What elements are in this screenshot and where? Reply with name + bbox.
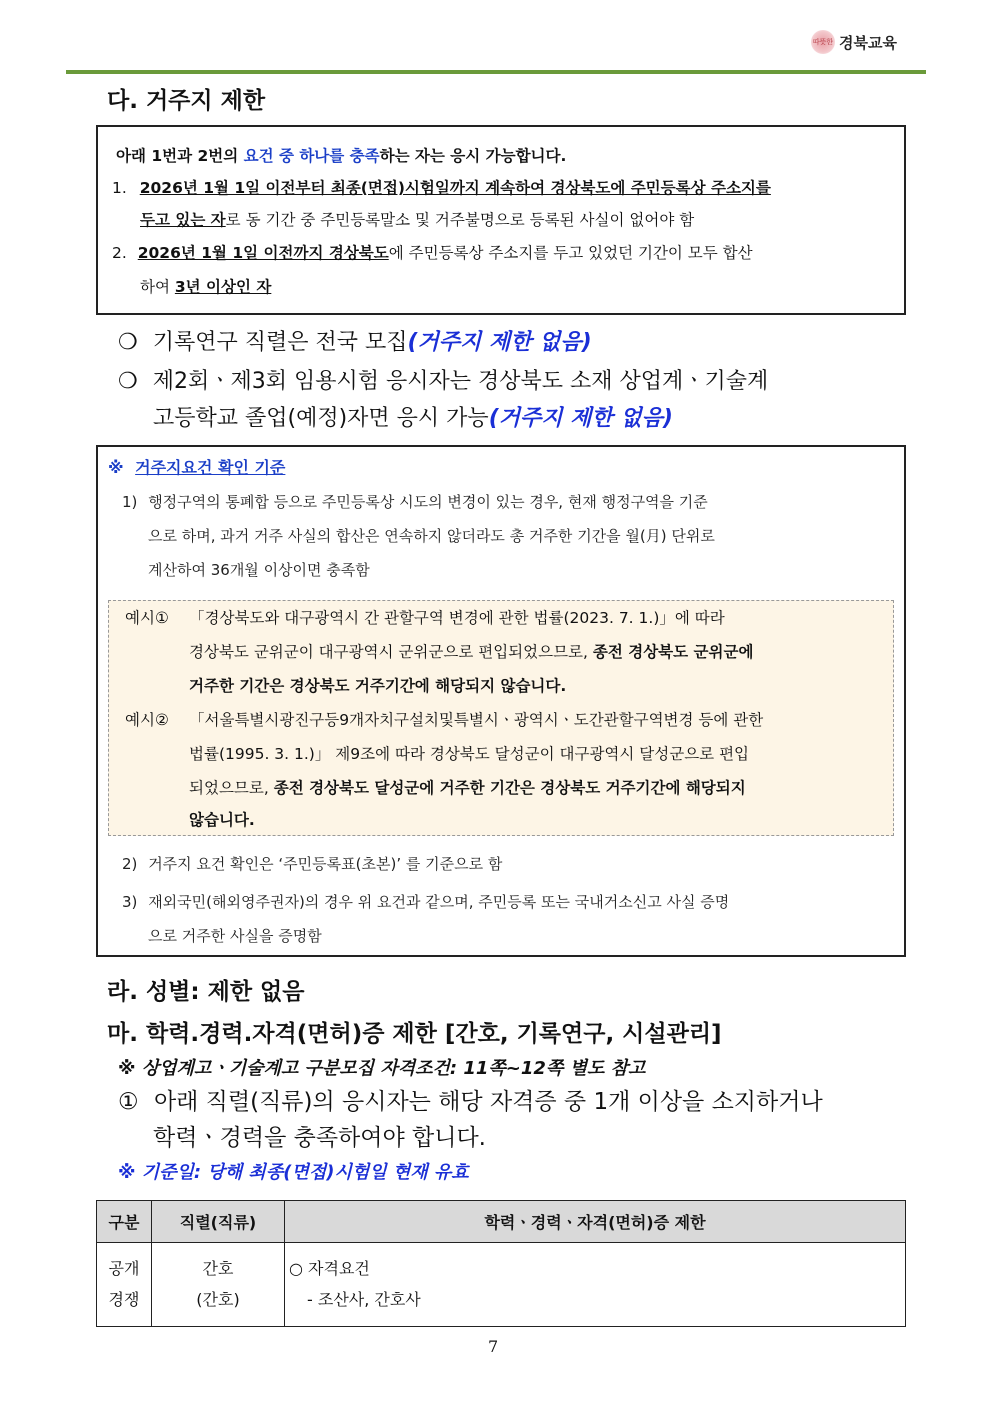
example-2-line4: 않습니다. (189, 811, 255, 829)
bullet-vocational-school-cont: 고등학교 졸업(예정)자면 응시 가능(거주지 제한 없음) (153, 406, 673, 431)
requirement-intro: 아래 1번과 2번의 요건 중 하나를 충족하는 자는 응시 가능합니다. (116, 147, 567, 165)
criteria-item-1: 1) 행정구역의 통폐합 등으로 주민등록상 시도의 변경이 있는 경우, 현재 행정구역을 기준 (122, 493, 708, 511)
note-vocational: ※ 상업계고ㆍ기술계고 구분모집 자격조건: 11쪽~12쪽 별도 참고 (118, 1058, 646, 1079)
criteria-item-2: 2) 거주지 요건 확인은 ‘주민등록표(초본)’ 를 기준으로 함 (122, 855, 503, 873)
bullet-records-research: ❍ 기록연구 직렬은 전국 모집(거주지 제한 없음) (118, 330, 592, 355)
logo (811, 30, 897, 54)
education-item-1-cont: 학력ㆍ경력을 충족하여야 합니다. (153, 1125, 486, 1151)
requirement-item-2: 2. 2026년 1월 1일 이전까지 경상북도에 주민등록상 주소지를 두고 있었던 기간이 모두 합산 (112, 244, 753, 262)
section-title-education: 마. 학력.경력.자격(면허)증 제한 [간호, 기록연구, 시설관리] (107, 1021, 722, 1047)
example-1-line1: 「경상북도와 대구광역시 간 관할구역 변경에 관한 법률(2023. 7. 1.)」에 따라 (189, 609, 725, 627)
example-2-line2: 법률(1995. 3. 1.)」 제9조에 따라 경상북도 달성군이 대구광역시 달성군으로 편입 (189, 745, 750, 763)
examples-panel (108, 600, 894, 836)
example-2-line1: 「서울특별시광진구등9개자치구설치및특별시ㆍ광역시ㆍ도간관할구역변경 등에 관한 (189, 711, 764, 729)
residence-criteria-box (96, 445, 906, 957)
table-row (97, 1243, 906, 1327)
education-item-1: ① 아래 직렬(직류)의 응시자는 해당 자격증 중 1개 이상을 소지하거나 (118, 1089, 823, 1115)
requirement-item-2-cont: 하여 3년 이상인 자 (140, 278, 272, 296)
example-1-line2: 경상북도 군위군이 대구광역시 군위군으로 편입되었으므로, 종전 경상북도 군위군에 (189, 643, 754, 661)
header-category: 구분 (97, 1201, 152, 1243)
cell-category: 공개 경쟁 (97, 1243, 152, 1327)
example-1-label: 예시① (125, 609, 169, 627)
header-job-series: 직렬(직류) (152, 1201, 285, 1243)
header-divider (66, 70, 926, 74)
example-2-label: 예시② (125, 711, 169, 729)
section-title-gender: 라. 성별: 제한 없음 (107, 979, 305, 1005)
criteria-item-3: 3) 재외국민(해외영주권자)의 경우 위 요건과 같으며, 주민등록 또는 국내거소신고 사실 증명 (122, 893, 730, 911)
qualification-table (96, 1200, 906, 1327)
bullet-vocational-school: ❍ 제2회ㆍ제3회 임용시험 응시자는 경상북도 소재 상업계ㆍ기술계 (118, 369, 769, 394)
requirement-item-1-cont: 두고 있는 자로 동 기간 중 주민등록말소 및 거주불명으로 등록된 사실이 없어야 함 (140, 211, 695, 229)
page-number: 7 (488, 1337, 499, 1356)
cell-restrictions: ○ 자격요건 - 조산사, 간호사 (285, 1243, 906, 1327)
header-restrictions: 학력ㆍ경력ㆍ자격(면허)증 제한 (285, 1201, 906, 1243)
logo-text: 경북교육 (839, 33, 897, 52)
requirement-item-1: 1. 2026년 1월 1일 이전부터 최종(면접)시험일까지 계속하여 경상북도에 주민등록상 주소지를 (112, 179, 771, 197)
criteria-item-1-line3: 계산하여 36개월 이상이면 충족함 (148, 561, 370, 579)
logo-mark: 따뜻한 (811, 30, 835, 54)
example-2-line3: 되었으므로, 종전 경상북도 달성군에 거주한 기간은 경상북도 거주기간에 해당되지 (189, 779, 746, 797)
note-reference-date: ※ 기준일: 당해 최종(면접)시험일 현재 유효 (118, 1162, 469, 1183)
residence-requirement-box (96, 125, 906, 315)
criteria-item-3-line2: 으로 거주한 사실을 증명함 (148, 927, 322, 945)
criteria-title: ※ 거주지요건 확인 기준 (108, 458, 286, 477)
example-1-line3: 거주한 기간은 경상북도 거주기간에 해당되지 않습니다. (189, 677, 567, 695)
criteria-item-1-line2: 으로 하며, 과거 거주 사실의 합산은 연속하지 않더라도 총 거주한 기간을 월(月) 단위로 (148, 527, 715, 545)
table-header-row (97, 1201, 906, 1243)
cell-job-series: 간호 (간호) (152, 1243, 285, 1327)
section-title-residence: 다. 거주지 제한 (107, 88, 266, 114)
